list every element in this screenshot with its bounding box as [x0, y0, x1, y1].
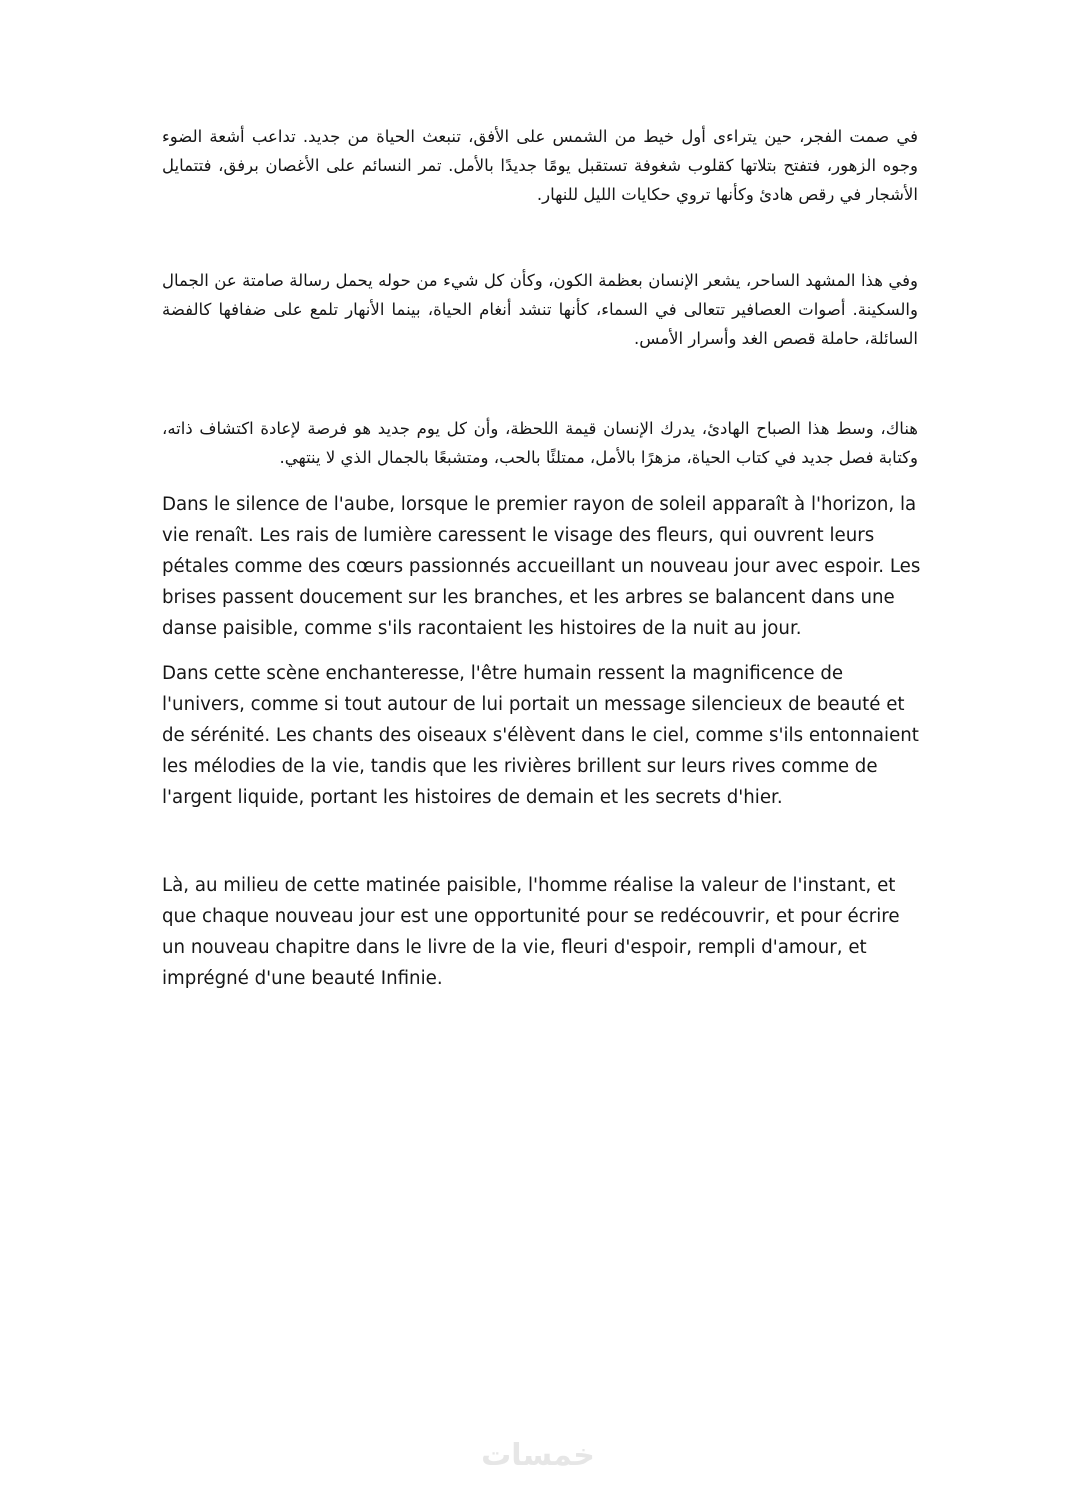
- french-paragraph-1: Dans le silence de l'aube, lorsque le premier rayon de soleil apparaît à l'horizon, la vie renaît. Les rais de lumière caressent le visage des fleurs, qui ouvrent leurs pétales comme des cœurs passionnés accueillant un nouveau jour avec espoir. Les brises passent doucement sur les branches, et les arbres se balancent dans une danse paisible, comme s'ils racontaient les histoires de la nuit au jour.: [162, 494, 921, 639]
- french-paragraph-2: Dans cette scène enchanteresse, l'être humain ressent la magnificence de l'univers, comme si tout autour de lui portait un message silencieux de beauté et de sérénité. Les chants des oiseaux s'élèvent dans le ciel, comme s'ils entonnaient les mélodies de la vie, tandis que les rivières brillent sur leurs rives comme de l'argent liquide, portant les histoires de demain et les secrets d'hier.: [162, 663, 919, 808]
- arabic-paragraph-3: هناك، وسط هذا الصباح الهادئ، يدرك الإنسان قيمة اللحظة، وأن كل يوم جديد هو فرصة لإعادة اكتشاف ذاته، وكتابة فصل جديد في كتاب الحياة، مزهرًا بالأمل، ممتلئًا بالحب، ومتشبعًا بالجمال الذي لا ينتهي.: [162, 419, 918, 467]
- watermark-logo: خمسات: [481, 1438, 595, 1473]
- arabic-paragraph-1: في صمت الفجر، حين يتراءى أول خيط من الشمس على الأفق، تنبعث الحياة من جديد. تداعب أشعة الضوء وجوه الزهور، فتفتح بتلاتها كقلوب شغوفة تستقبل يومًا جديدًا بالأمل. تمر النسائم على الأغصان برفق، فتتمايل الأشجار في رقص هادئ وكأنها تروي حكايات الليل للنهار.: [162, 127, 918, 204]
- arabic-paragraph-2: وفي هذا المشهد الساحر، يشعر الإنسان بعظمة الكون، وكأن كل شيء من حوله يحمل رسالة صامتة عن الجمال والسكينة. أصوات العصافير تتعالى في السماء، كأنها تنشد أنغام الحياة، بينما الأنهار تلمع على ضفافها كالفضة السائلة، حاملة قصص الغد وأسرار الأمس.: [162, 271, 918, 348]
- french-paragraph-3: Là, au milieu de cette matinée paisible, l'homme réalise la valeur de l'instant, et que chaque nouveau jour est une opportunité pour se redécouvrir, et pour écrire un nouveau chapitre dans le livre de la vie, fleuri d'espoir, rempli d'amour, et imprégné d'une beauté Infinie.: [162, 875, 900, 989]
